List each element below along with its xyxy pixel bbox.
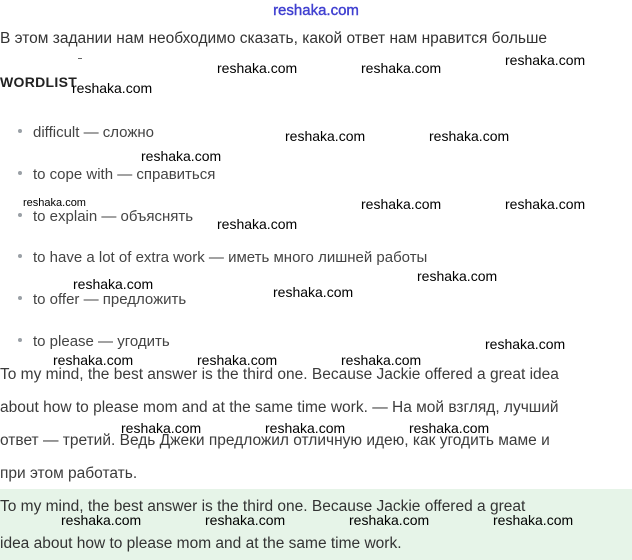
watermark: reshaka.com <box>265 420 346 436</box>
watermark: reshaka.com <box>141 148 222 164</box>
watermark: reshaka.com <box>285 128 366 144</box>
watermark: reshaka.com <box>73 276 154 292</box>
divider-dash <box>78 58 82 59</box>
list-item <box>18 124 154 141</box>
vocab-text: to cope with — справиться <box>33 166 216 183</box>
list-item <box>18 333 170 350</box>
watermark: reshaka.com <box>429 128 510 144</box>
bullet-icon <box>18 296 22 300</box>
watermark: reshaka.com <box>349 512 430 528</box>
watermark: reshaka.com <box>361 196 442 212</box>
bullet-icon <box>18 171 22 175</box>
paragraph-line: To my mind, the best answer is the third one. Because Jackie offered a great idea <box>0 366 559 383</box>
watermark: reshaka.com <box>505 196 586 212</box>
watermark: reshaka.com <box>205 512 286 528</box>
bullet-icon <box>18 254 22 258</box>
site-logo: reshaka.com <box>273 2 359 19</box>
paragraph-line: about how to please mom and at the same time work. — На мой взгляд, лучший <box>0 399 559 416</box>
vocab-text: to please — угодить <box>33 333 170 350</box>
answer-line: To my mind, the best answer is the third one. Because Jackie offered a great <box>0 498 526 515</box>
watermark: reshaka.com <box>217 216 298 232</box>
paragraph-line: ответ — третий. Ведь Джеки предложил отличную идею, как угодить маме и <box>0 432 550 449</box>
watermark: reshaka.com <box>61 512 142 528</box>
watermark: reshaka.com <box>505 52 586 68</box>
watermark: reshaka.com <box>53 352 134 368</box>
watermark: reshaka.com <box>361 60 442 76</box>
vocab-text: to have a lot of extra work — иметь много лишней работы <box>33 249 428 266</box>
watermark: reshaka.com <box>417 268 498 284</box>
watermark: reshaka.com <box>273 284 354 300</box>
vocab-text: difficult — сложно <box>33 124 155 141</box>
list-item <box>18 249 427 266</box>
watermark: reshaka.com <box>217 60 298 76</box>
watermark: reshaka.com <box>121 420 202 436</box>
paragraph-line: при этом работать. <box>0 465 138 482</box>
watermark: reshaka.com <box>493 512 574 528</box>
answer-line: idea about how to please mom and at the same time work. <box>0 535 402 552</box>
watermark: reshaka.com <box>485 336 566 352</box>
intro-text: В этом задании нам необходимо сказать, какой ответ нам нравится больше <box>0 30 548 47</box>
watermark: reshaka.com <box>197 352 278 368</box>
list-item <box>18 166 215 183</box>
wordlist-heading: WORDLIST <box>0 74 78 90</box>
bullet-icon <box>18 338 22 342</box>
list-item <box>18 291 186 308</box>
vocab-text: to explain — объяснять <box>33 208 194 225</box>
watermark: reshaka.com <box>341 352 422 368</box>
watermark: reshaka.com <box>72 80 153 96</box>
vocab-text: to offer — предложить <box>33 291 187 308</box>
watermark: reshaka.com <box>409 420 490 436</box>
list-item <box>18 208 193 225</box>
bullet-icon <box>18 129 22 133</box>
bullet-icon <box>18 213 22 217</box>
watermark: reshaka.com <box>23 197 86 209</box>
